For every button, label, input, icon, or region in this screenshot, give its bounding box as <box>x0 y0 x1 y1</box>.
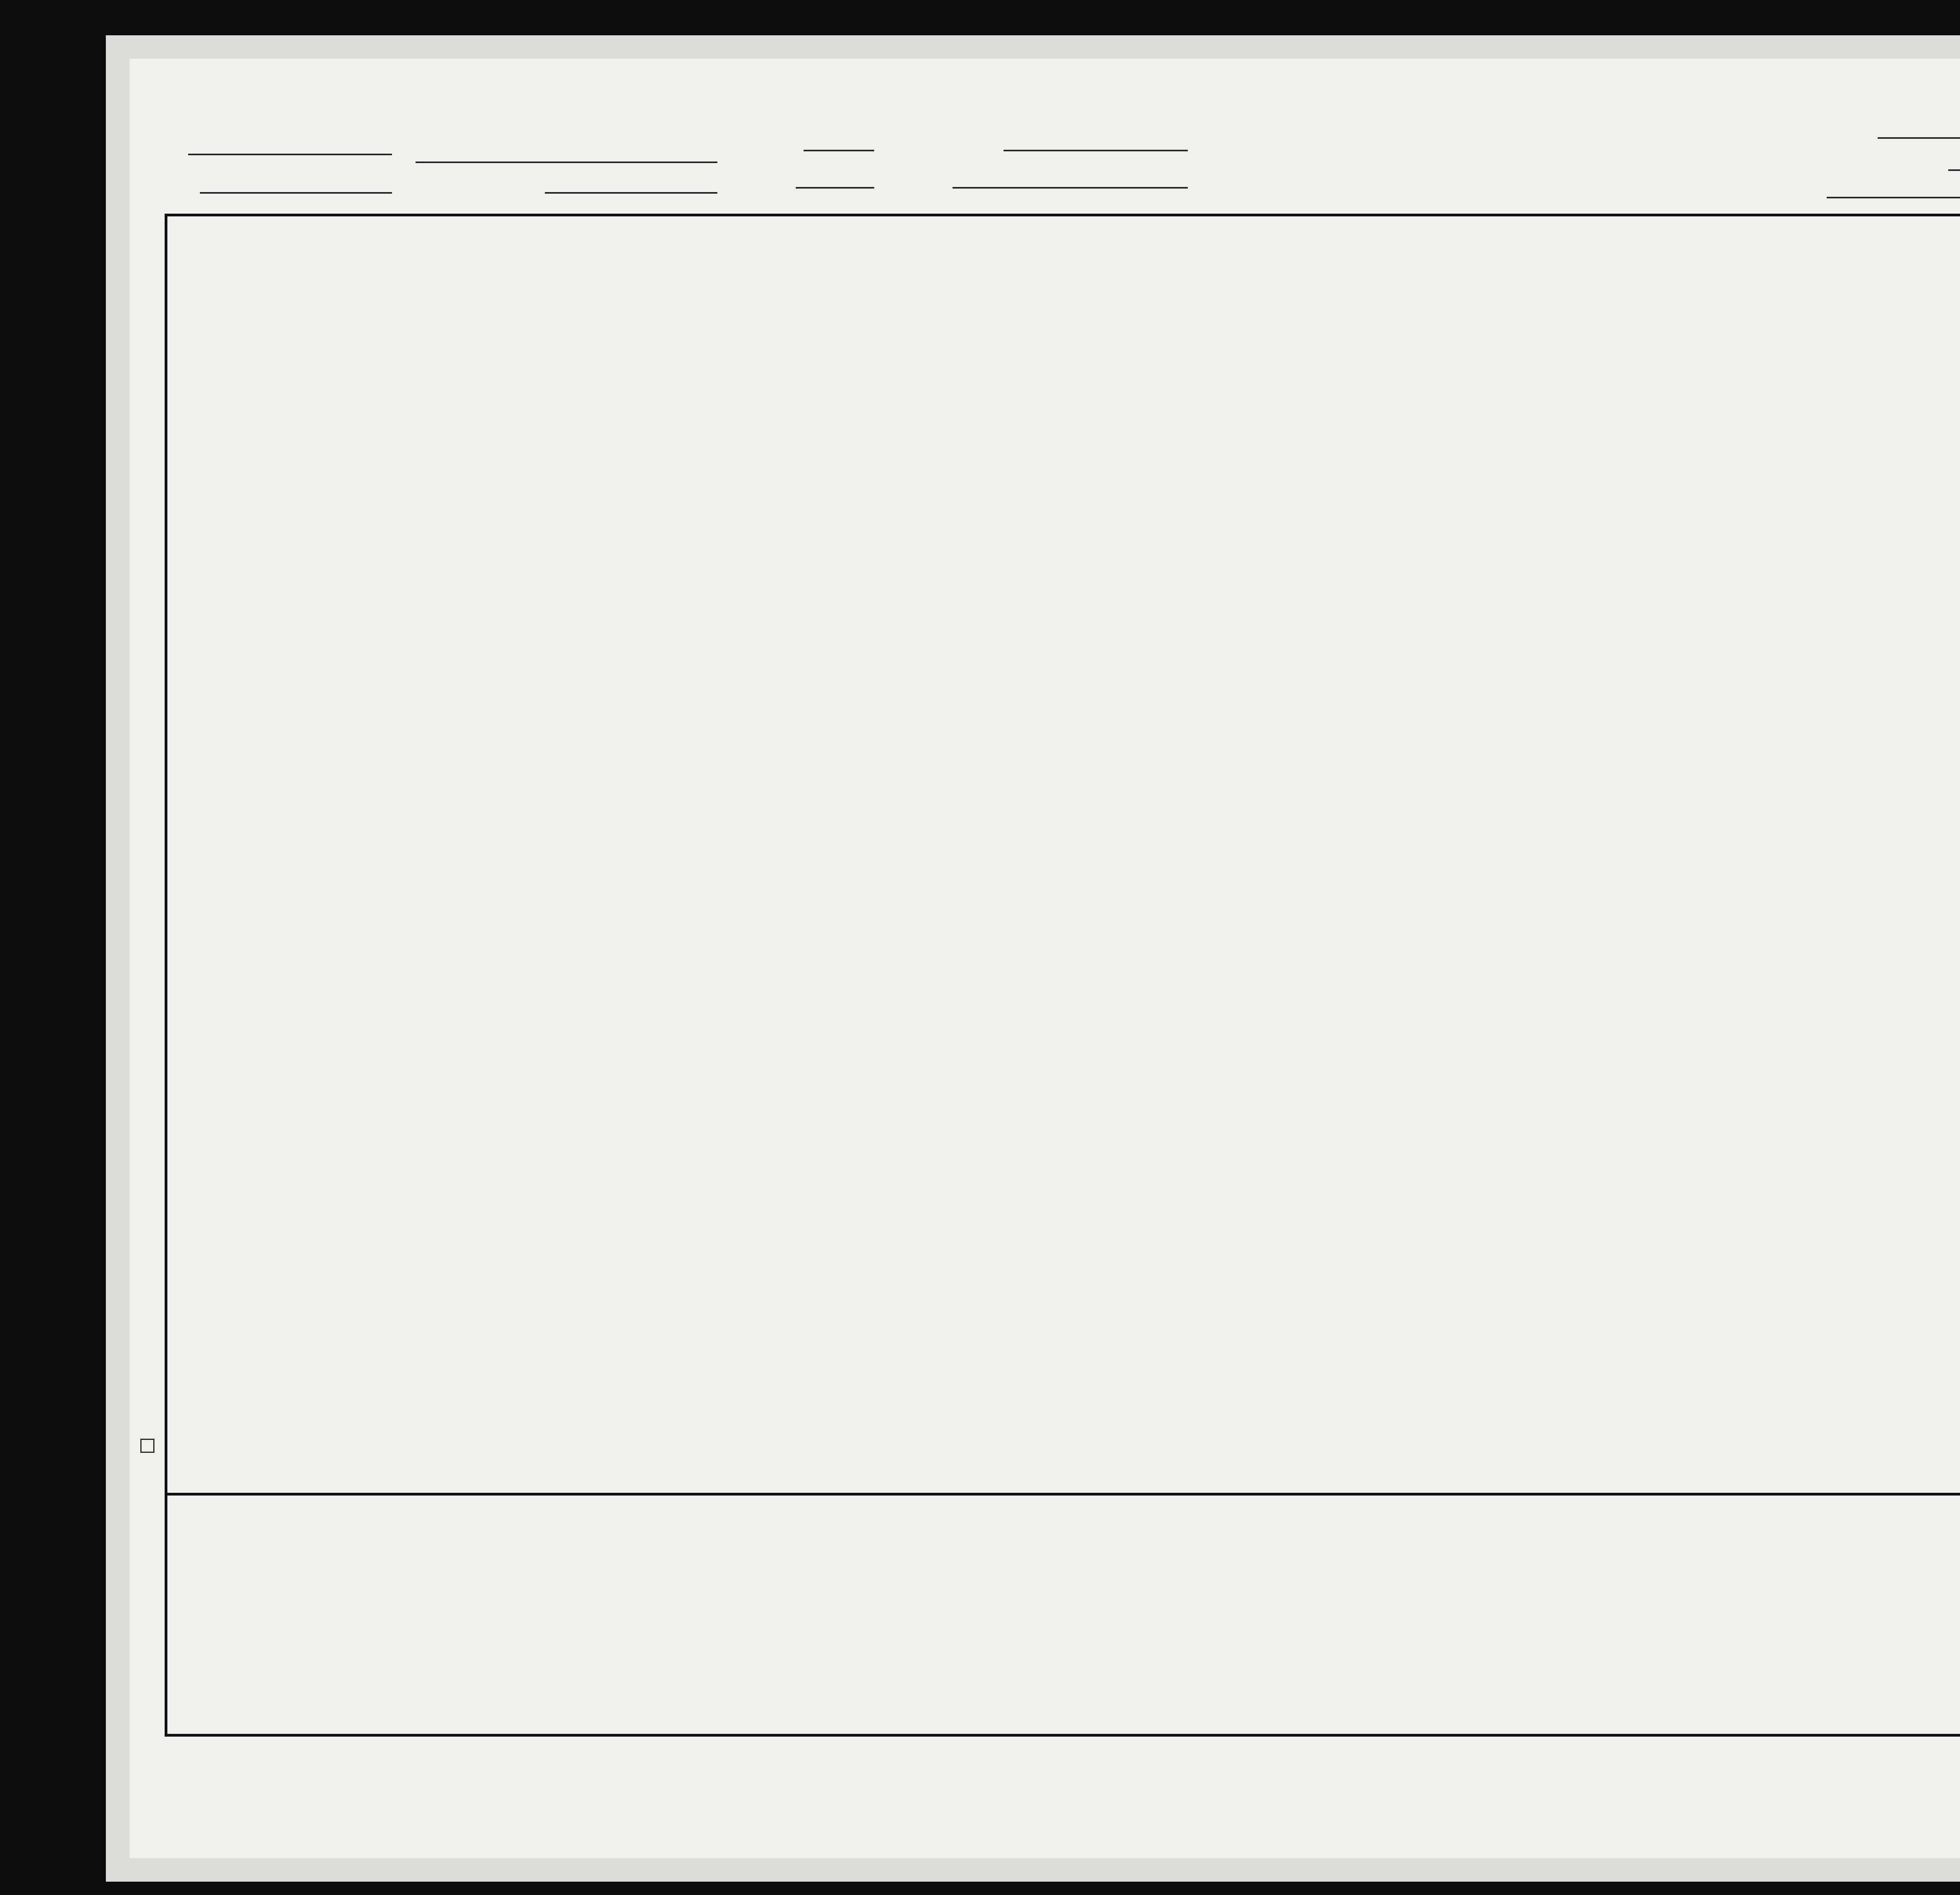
supplementary-section <box>165 1454 1960 1737</box>
enumerator-line <box>1827 197 1960 198</box>
unincorporated-line <box>1004 150 1188 151</box>
incorporated-line <box>416 162 717 163</box>
sd-line <box>1878 137 1960 139</box>
block-line <box>796 187 874 189</box>
ward-line <box>804 150 874 151</box>
enumerated-line <box>1948 169 1960 171</box>
population-grid <box>165 214 1960 1496</box>
census-sheet <box>129 59 1960 1858</box>
institution-line <box>953 187 1188 189</box>
next-page-checkbox[interactable] <box>140 1439 154 1453</box>
state-line <box>188 154 392 155</box>
township-line <box>545 192 717 194</box>
county-line <box>200 192 392 194</box>
